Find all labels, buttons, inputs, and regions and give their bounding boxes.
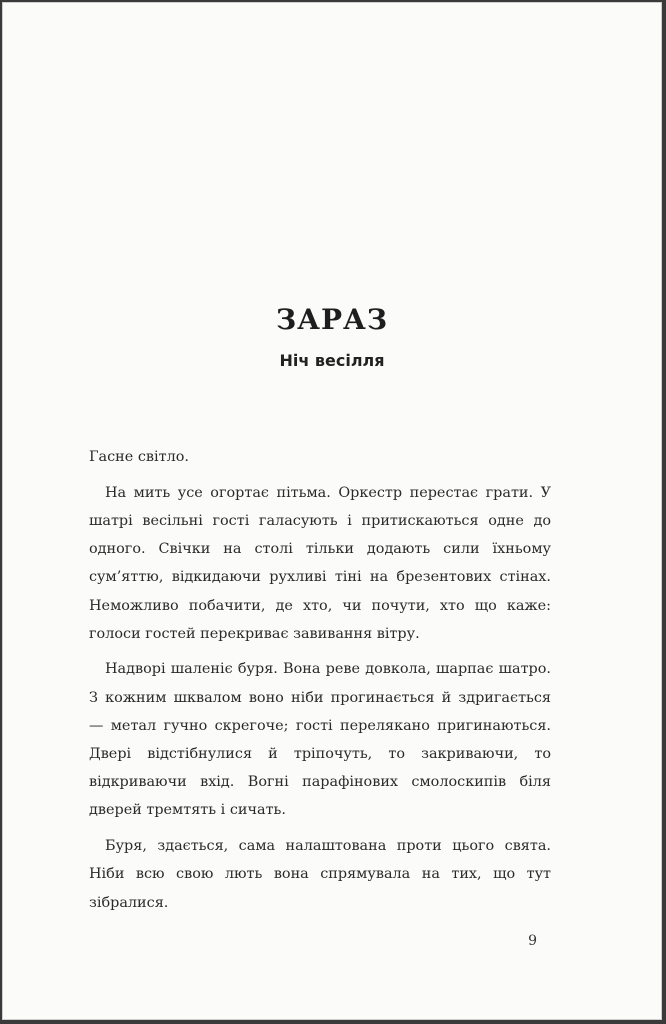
page-number: 9 (528, 933, 537, 949)
paragraph: Гасне світло. (89, 449, 189, 465)
chapter-subtitle: Ніч весілля (279, 351, 385, 370)
paragraph: На мить усе огортає пітьма. Оркестр перестає грати. У шатрі весільні гості галасують і притискаються одне до одного. Свічки на столі тільки додають сили їхньому сум’яттю, відкидаючи рухливі тіні на брезентових стінах. Неможливо побачити, де хто, чи почути, хто що каже: голоси гостей перекриває завивання вітру. (89, 484, 551, 642)
paragraph: Надворі шаленіє буря. Вона реве довкола, шарпає шатро. З кожним шквалом воно ніби прогинається й здригається — метал гучно скрегоче; гості перелякано пригинаються. Двері відстібнулися й тріпочуть, то закриваючи, то відкриваючи вхід. Вогні парафінових смолоскипів біля дверей тремтять і сичать. (89, 661, 551, 819)
chapter-title: ЗАРАЗ (275, 303, 389, 336)
book-page (2, 2, 662, 1020)
paragraph: Буря, здається, сама налаштована проти цього свята. Ніби всю свою лють вона спрямувала на тих, що тут зібралися. (89, 838, 551, 911)
body-text (89, 443, 551, 924)
